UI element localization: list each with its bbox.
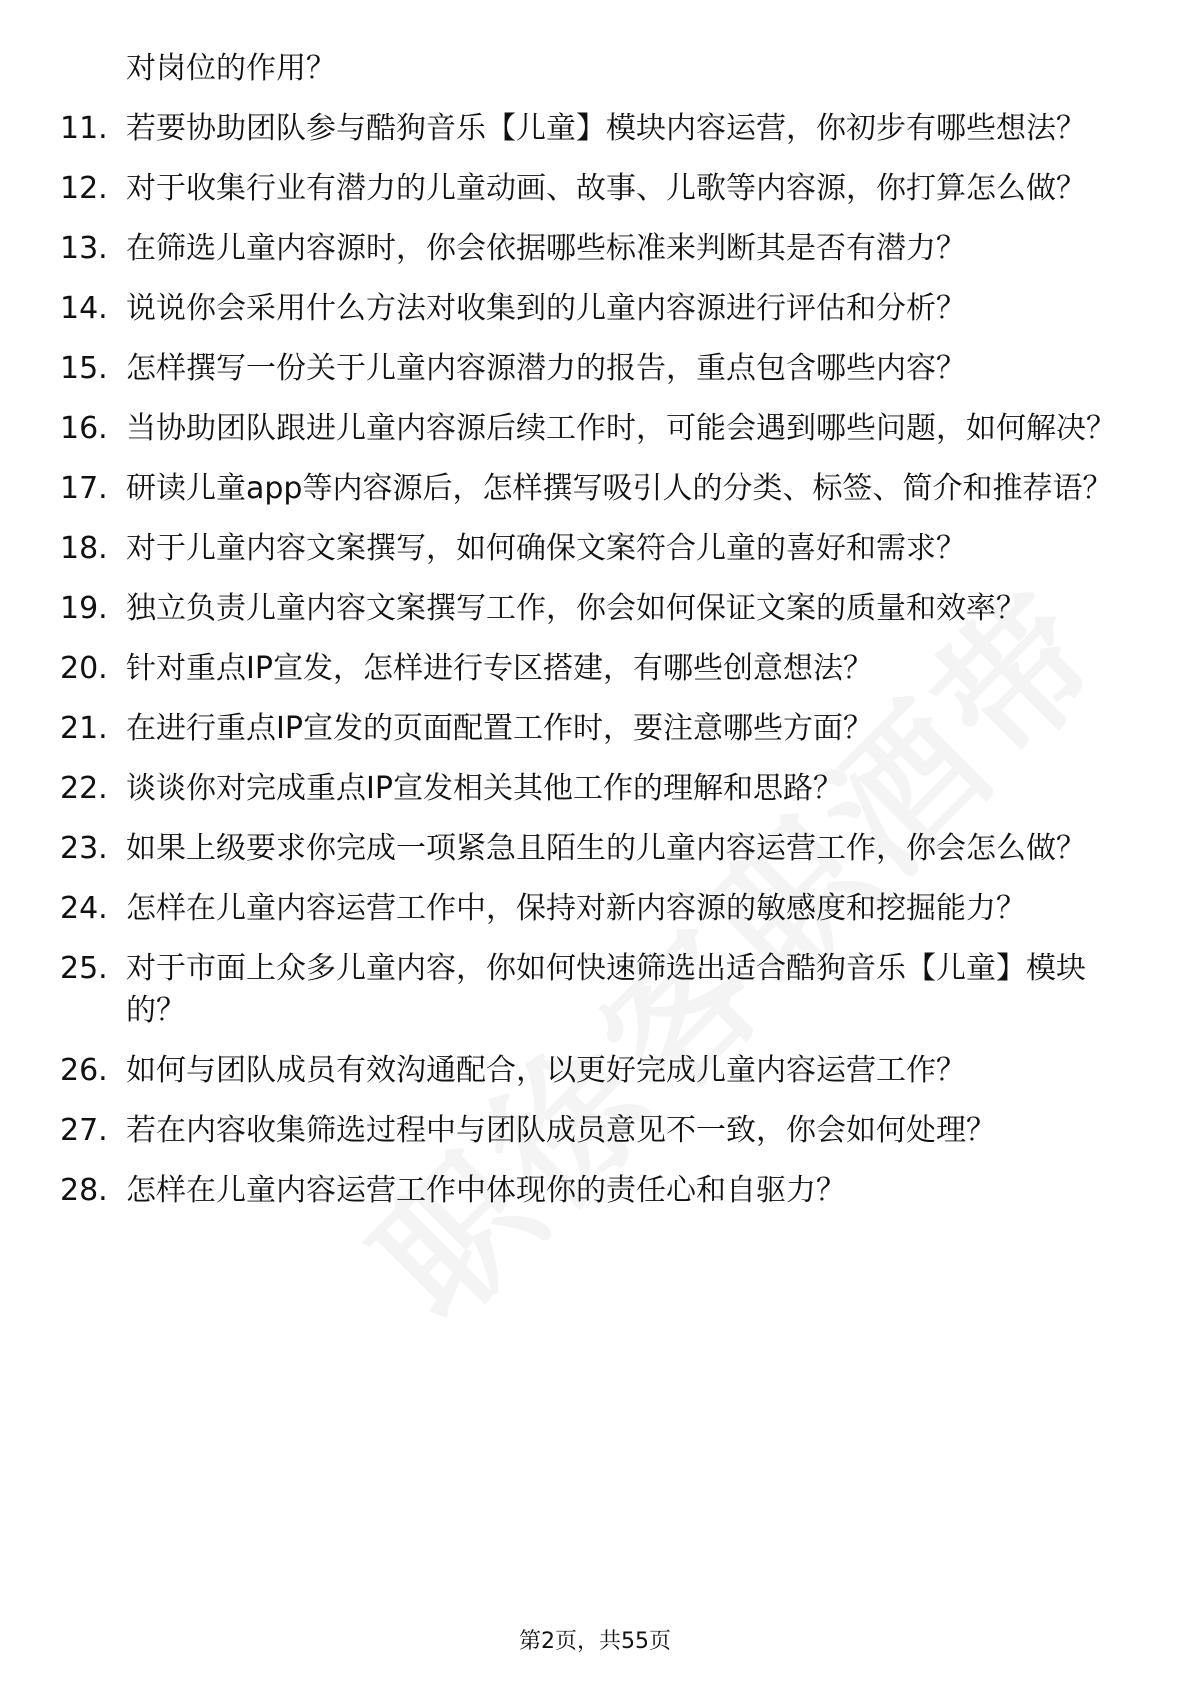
question-text: 当协助团队跟进儿童内容源后续工作时，可能会遇到哪些问题，如何解决？ — [126, 411, 1116, 446]
question-text: 独立负责儿童内容文案撰写工作，你会如何保证文案的质量和效率？ — [126, 591, 1026, 626]
question-number: 18. — [60, 531, 108, 566]
question-number: 14. — [60, 291, 108, 326]
list-item — [60, 288, 1120, 330]
list-item — [60, 588, 1120, 630]
question-number: 17. — [60, 471, 108, 506]
question-text: 怎样撰写一份关于儿童内容源潜力的报告，重点包含哪些内容？ — [126, 351, 966, 386]
question-number: 21. — [60, 711, 108, 746]
continuation-text: 对岗位的作用？ — [126, 51, 336, 86]
question-text: 怎样在儿童内容运营工作中，保持对新内容源的敏感度和挖掘能力？ — [126, 891, 1026, 926]
question-text: 在筛选儿童内容源时，你会依据哪些标准来判断其是否有潜力？ — [126, 231, 966, 266]
question-text: 对于收集行业有潜力的儿童动画、故事、儿歌等内容源，你打算怎么做？ — [126, 171, 1086, 206]
list-item — [60, 708, 1120, 750]
question-number: 24. — [60, 891, 108, 926]
question-text: 研读儿童app等内容源后，怎样撰写吸引人的分类、标签、简介和推荐语？ — [126, 471, 1113, 506]
question-number: 19. — [60, 591, 108, 626]
question-text: 对于儿童内容文案撰写，如何确保文案符合儿童的喜好和需求？ — [126, 531, 966, 566]
list-item — [60, 528, 1120, 570]
list-item — [60, 828, 1120, 870]
question-number: 11. — [60, 111, 108, 146]
question-number: 13. — [60, 231, 108, 266]
question-list — [60, 48, 1120, 1230]
question-number: 15. — [60, 351, 108, 386]
question-number: 20. — [60, 651, 108, 686]
list-item — [60, 408, 1120, 450]
list-item — [60, 108, 1120, 150]
question-number: 12. — [60, 171, 108, 206]
question-text: 若在内容收集筛选过程中与团队成员意见不一致，你会如何处理？ — [126, 1113, 996, 1148]
list-item — [60, 228, 1120, 270]
list-item — [60, 348, 1120, 390]
question-number: 26. — [60, 1053, 108, 1088]
list-item — [60, 1050, 1120, 1092]
question-text: 怎样在儿童内容运营工作中体现你的责任心和自驱力？ — [126, 1173, 846, 1208]
list-item — [60, 888, 1120, 930]
question-text: 对于市面上众多儿童内容，你如何快速筛选出适合酷狗音乐【儿童】模块的？ — [126, 951, 1086, 1028]
list-item — [60, 1170, 1120, 1212]
question-text: 如果上级要求你完成一项紧急且陌生的儿童内容运营工作，你会怎么做？ — [126, 831, 1086, 866]
question-number: 16. — [60, 411, 108, 446]
question-text: 在进行重点IP宣发的页面配置工作时，要注意哪些方面？ — [126, 711, 873, 746]
list-item — [60, 948, 1120, 1032]
list-item — [60, 1110, 1120, 1152]
list-item — [60, 768, 1120, 810]
list-item — [60, 168, 1120, 210]
question-text: 如何与团队成员有效沟通配合，以更好完成儿童内容运营工作？ — [126, 1053, 966, 1088]
list-item — [60, 468, 1120, 510]
question-number: 28. — [60, 1173, 108, 1208]
question-number: 25. — [60, 951, 108, 986]
question-text: 说说你会采用什么方法对收集到的儿童内容源进行评估和分析？ — [126, 291, 966, 326]
question-text: 针对重点IP宣发，怎样进行专区搭建，有哪些创意想法？ — [126, 651, 873, 686]
question-text: 若要协助团队参与酷狗音乐【儿童】模块内容运营，你初步有哪些想法？ — [126, 111, 1086, 146]
question-text: 谈谈你对完成重点IP宣发相关其他工作的理解和思路？ — [126, 771, 843, 806]
question-number: 22. — [60, 771, 108, 806]
list-item — [60, 648, 1120, 690]
page-number: 第2页，共55页 — [519, 1629, 671, 1654]
question-number: 27. — [60, 1113, 108, 1148]
question-number: 23. — [60, 831, 108, 866]
